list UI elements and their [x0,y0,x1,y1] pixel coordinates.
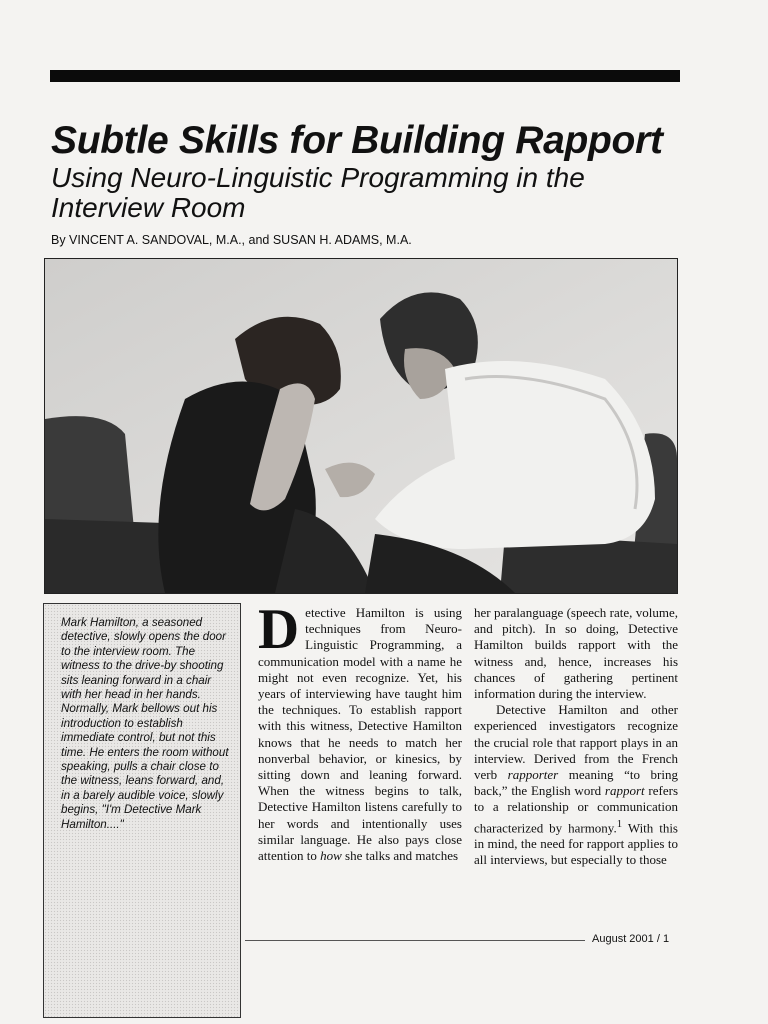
top-rule [50,70,680,82]
body-column-1 [258,598,462,864]
article-title: Subtle Skills for Building Rapport [51,119,663,162]
page-label: August 2001 / 1 [592,933,670,945]
body-column-2 [474,605,678,869]
sidebar-text: Mark Hamilton, a seasoned detective, slowly opens the door to the interview room. The witness to the drive-by shooting sits leaning forward in a chair with her head in her hands. Normally, Mark bellows out his introduction to establish immediate control, but not this time. He enters the room without speaking, pulls a chair close to the witness, leans forward, and, in a barely audible voice, slowly begins, "I'm Detective Mark Hamilton...." [61,616,229,831]
sidebar-box [43,603,241,1018]
paragraph-2: Detective Hamilton and other experienced investigators recognize the crucial role that rapport plays in an interview. Derived from the French verb rapporter meaning “to bring back,” the English word rapport refers to a relationship or communication characterized by harmony.$^1$ With this in mind, the need for rapport applies to all interviews, but especially to those [474,702,678,868]
paragraph-1: Detective Hamilton is using techniques from Neuro-Linguistic Programming, a communication model with a name he might not even recognize. Yet, his years of interviewing have taught him the techniques. To establish rapport with this witness, Detective Hamilton knows that he needs to match her nonverbal behavior, or kinesics, by sitting down and leaning forward. When the witness begins to talk, Detective Hamilton listens carefully to her words and intentionally uses similar language. He also pays close attention to how she talks and matches [258,598,462,864]
article-subtitle: Using Neuro-Linguistic Programming in the Interview Room [51,162,585,223]
interview-photo [44,258,678,594]
footnote-marker: 1 [616,817,623,830]
footer-rule [245,940,585,941]
drop-cap: D [258,598,300,661]
byline: By VINCENT A. SANDOVAL, M.A., and SUSAN H. ADAMS, M.A. [51,233,412,247]
paragraph-1-continued: her paralanguage (speech rate, volume, and pitch). In so doing, Detective Hamilton builds rapport with the witness and, hence, increases his chances of gathering pertinent information during the interview. [474,605,678,702]
